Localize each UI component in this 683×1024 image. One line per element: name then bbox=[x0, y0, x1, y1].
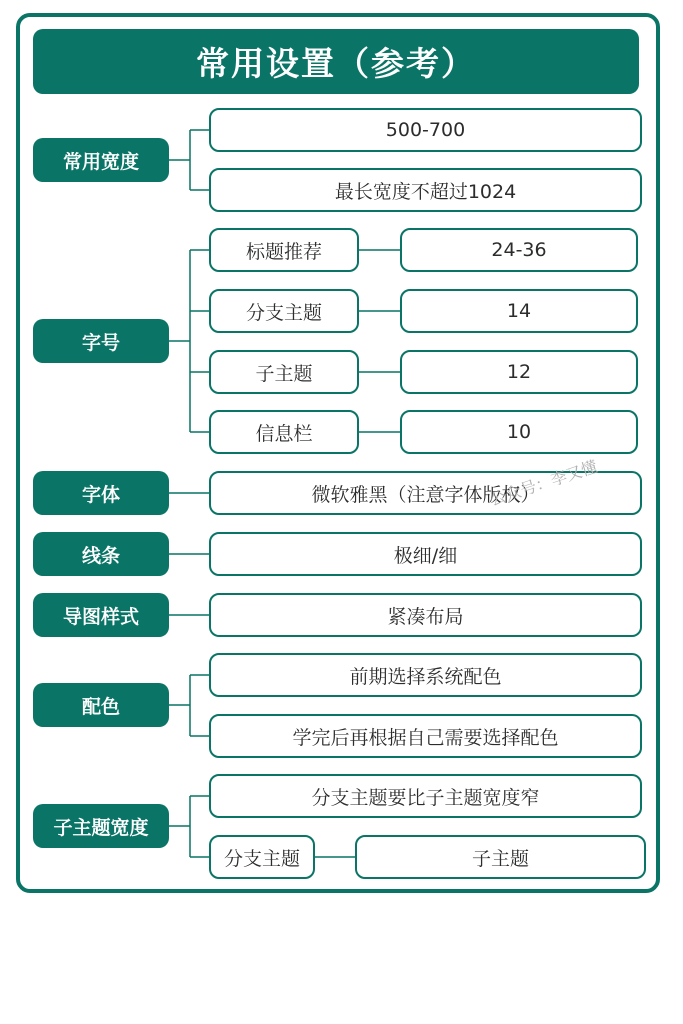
fontsize-name-title: 标题推荐 bbox=[209, 228, 359, 272]
subwidth-branch-box: 分支主题 bbox=[209, 835, 315, 879]
fontsize-value-branch: 14 bbox=[400, 289, 638, 333]
fontsize-value-title: 24-36 bbox=[400, 228, 638, 272]
width-item-range: 500-700 bbox=[209, 108, 642, 152]
category-style: 导图样式 bbox=[33, 593, 169, 637]
fontsize-name-subtopic: 子主题 bbox=[209, 350, 359, 394]
category-fontsize: 字号 bbox=[33, 319, 169, 363]
category-subwidth: 子主题宽度 bbox=[33, 804, 169, 848]
watermark-text: 公众号：李又懂 bbox=[487, 456, 600, 510]
color-item-early: 前期选择系统配色 bbox=[209, 653, 642, 697]
fontsize-name-branch: 分支主题 bbox=[209, 289, 359, 333]
category-font: 字体 bbox=[33, 471, 169, 515]
page-title: 常用设置（参考） bbox=[33, 29, 639, 94]
fontsize-value-subtopic: 12 bbox=[400, 350, 638, 394]
subwidth-subtopic-box: 子主题 bbox=[355, 835, 646, 879]
font-value: 微软雅黑（注意字体版权） bbox=[209, 471, 642, 515]
color-item-later: 学完后再根据自己需要选择配色 bbox=[209, 714, 642, 758]
fontsize-name-infobar: 信息栏 bbox=[209, 410, 359, 454]
category-width: 常用宽度 bbox=[33, 138, 169, 182]
category-line: 线条 bbox=[33, 532, 169, 576]
fontsize-value-infobar: 10 bbox=[400, 410, 638, 454]
category-color: 配色 bbox=[33, 683, 169, 727]
style-value: 紧凑布局 bbox=[209, 593, 642, 637]
subwidth-note: 分支主题要比子主题宽度窄 bbox=[209, 774, 642, 818]
width-item-max: 最长宽度不超过1024 bbox=[209, 168, 642, 212]
line-value: 极细/细 bbox=[209, 532, 642, 576]
